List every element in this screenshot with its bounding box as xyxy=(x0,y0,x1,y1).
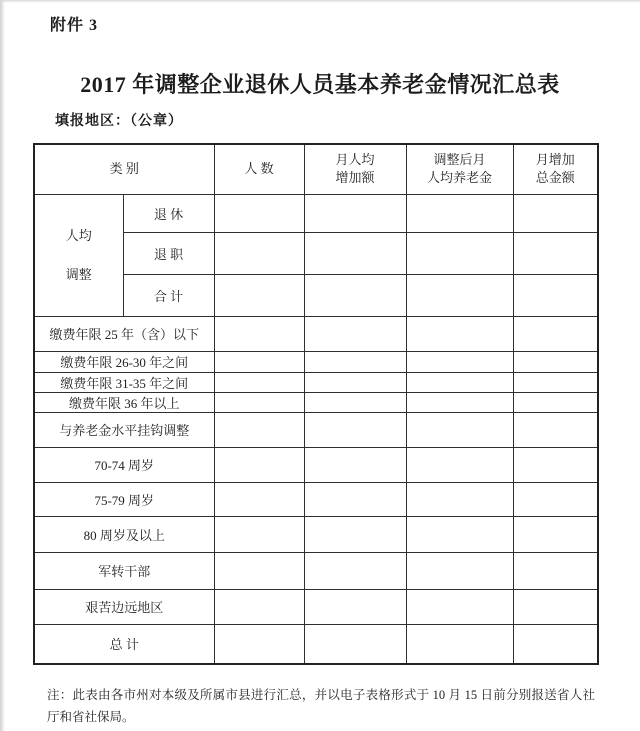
data-cell xyxy=(304,372,406,392)
row-label-contribution-years-25-below: 缴费年限 25 年（含）以下 xyxy=(34,316,214,351)
table-row xyxy=(34,516,598,552)
data-cell xyxy=(406,552,513,589)
scan-edge xyxy=(0,0,640,3)
data-cell xyxy=(214,447,304,482)
data-cell xyxy=(214,316,304,351)
row-label-grand-total: 总 计 xyxy=(34,624,214,664)
row-label-pension-level-linked-adjustment: 与养老金水平挂钩调整 xyxy=(34,412,214,447)
table-row xyxy=(34,412,598,447)
data-cell xyxy=(304,447,406,482)
region-seal-label: 填报地区：（公章） xyxy=(55,114,183,129)
row-label-age-70-74: 70-74 周岁 xyxy=(34,447,214,482)
table-row xyxy=(34,392,598,412)
data-cell xyxy=(406,274,513,316)
data-cell xyxy=(513,351,598,372)
row-label-contribution-years-31-35: 缴费年限 31-35 年之间 xyxy=(34,372,214,392)
data-cell xyxy=(214,194,304,232)
data-cell xyxy=(406,392,513,412)
data-cell xyxy=(304,194,406,232)
data-cell xyxy=(214,372,304,392)
data-cell xyxy=(406,316,513,351)
data-cell xyxy=(304,589,406,624)
data-cell xyxy=(513,516,598,552)
table-row xyxy=(34,372,598,392)
table-row xyxy=(34,482,598,516)
data-cell xyxy=(513,412,598,447)
table-row xyxy=(34,316,598,351)
page-title: 2017 年调整企业退休人员基本养老金情况汇总表 xyxy=(80,72,560,97)
table-row xyxy=(34,351,598,372)
data-cell xyxy=(304,552,406,589)
data-cell xyxy=(406,232,513,274)
row-label-resigned: 退 职 xyxy=(123,232,214,274)
data-cell xyxy=(304,624,406,664)
data-cell xyxy=(304,351,406,372)
data-cell xyxy=(406,516,513,552)
data-cell xyxy=(513,589,598,624)
data-cell xyxy=(406,412,513,447)
data-cell xyxy=(304,392,406,412)
row-label-contribution-years-36-above: 缴费年限 36 年以上 xyxy=(34,392,214,412)
note-text: 注：此表由各市州对本级及所属市县进行汇总，并以电子表格形式于 10 月 15 日前分别报送省人社厅和省社保局。 xyxy=(47,688,595,724)
summary-table xyxy=(33,143,599,665)
data-cell xyxy=(214,552,304,589)
scan-edge xyxy=(0,0,5,731)
data-cell xyxy=(214,624,304,664)
data-cell xyxy=(214,232,304,274)
data-cell xyxy=(513,447,598,482)
data-cell xyxy=(513,552,598,589)
header-row xyxy=(34,144,598,194)
data-cell xyxy=(513,372,598,392)
table-row xyxy=(34,552,598,589)
data-cell xyxy=(304,482,406,516)
data-cell xyxy=(214,516,304,552)
row-label-retired: 退 休 xyxy=(123,194,214,232)
data-cell xyxy=(513,232,598,274)
data-cell xyxy=(406,624,513,664)
data-cell xyxy=(406,482,513,516)
col-header-adjusted-monthly-pension: 调整后月 人均养老金 xyxy=(406,144,513,194)
data-cell xyxy=(513,624,598,664)
data-cell xyxy=(214,392,304,412)
col-header-monthly-total-increase: 月增加 总金额 xyxy=(513,144,598,194)
group-label-per-capita-adjustment: 人均 调整 xyxy=(34,194,123,316)
row-label-hardship-remote-areas: 艰苦边远地区 xyxy=(34,589,214,624)
data-cell xyxy=(513,194,598,232)
table-row xyxy=(34,624,598,664)
data-cell xyxy=(214,482,304,516)
col-header-headcount: 人 数 xyxy=(214,144,304,194)
data-cell xyxy=(406,589,513,624)
data-cell xyxy=(304,412,406,447)
data-cell xyxy=(214,351,304,372)
data-cell xyxy=(304,274,406,316)
data-cell xyxy=(406,372,513,392)
data-cell xyxy=(513,392,598,412)
attachment-label: 附件 3 xyxy=(50,17,99,34)
table-row xyxy=(34,589,598,624)
data-cell xyxy=(304,516,406,552)
data-cell xyxy=(513,482,598,516)
data-cell xyxy=(406,351,513,372)
col-header-category: 类 别 xyxy=(34,144,214,194)
data-cell xyxy=(214,274,304,316)
row-label-contribution-years-26-30: 缴费年限 26-30 年之间 xyxy=(34,351,214,372)
data-cell xyxy=(513,316,598,351)
data-cell xyxy=(214,589,304,624)
row-label-age-75-79: 75-79 周岁 xyxy=(34,482,214,516)
data-cell xyxy=(304,232,406,274)
col-header-monthly-per-capita-increase: 月人均 增加额 xyxy=(304,144,406,194)
table-row xyxy=(34,447,598,482)
row-label-subtotal: 合 计 xyxy=(123,274,214,316)
row-label-military-transferred-cadres: 军转干部 xyxy=(34,552,214,589)
data-cell xyxy=(304,316,406,351)
data-cell xyxy=(214,412,304,447)
row-label-age-80-above: 80 周岁及以上 xyxy=(34,516,214,552)
data-cell xyxy=(406,447,513,482)
data-cell xyxy=(513,274,598,316)
data-cell xyxy=(406,194,513,232)
table-row xyxy=(34,194,598,232)
